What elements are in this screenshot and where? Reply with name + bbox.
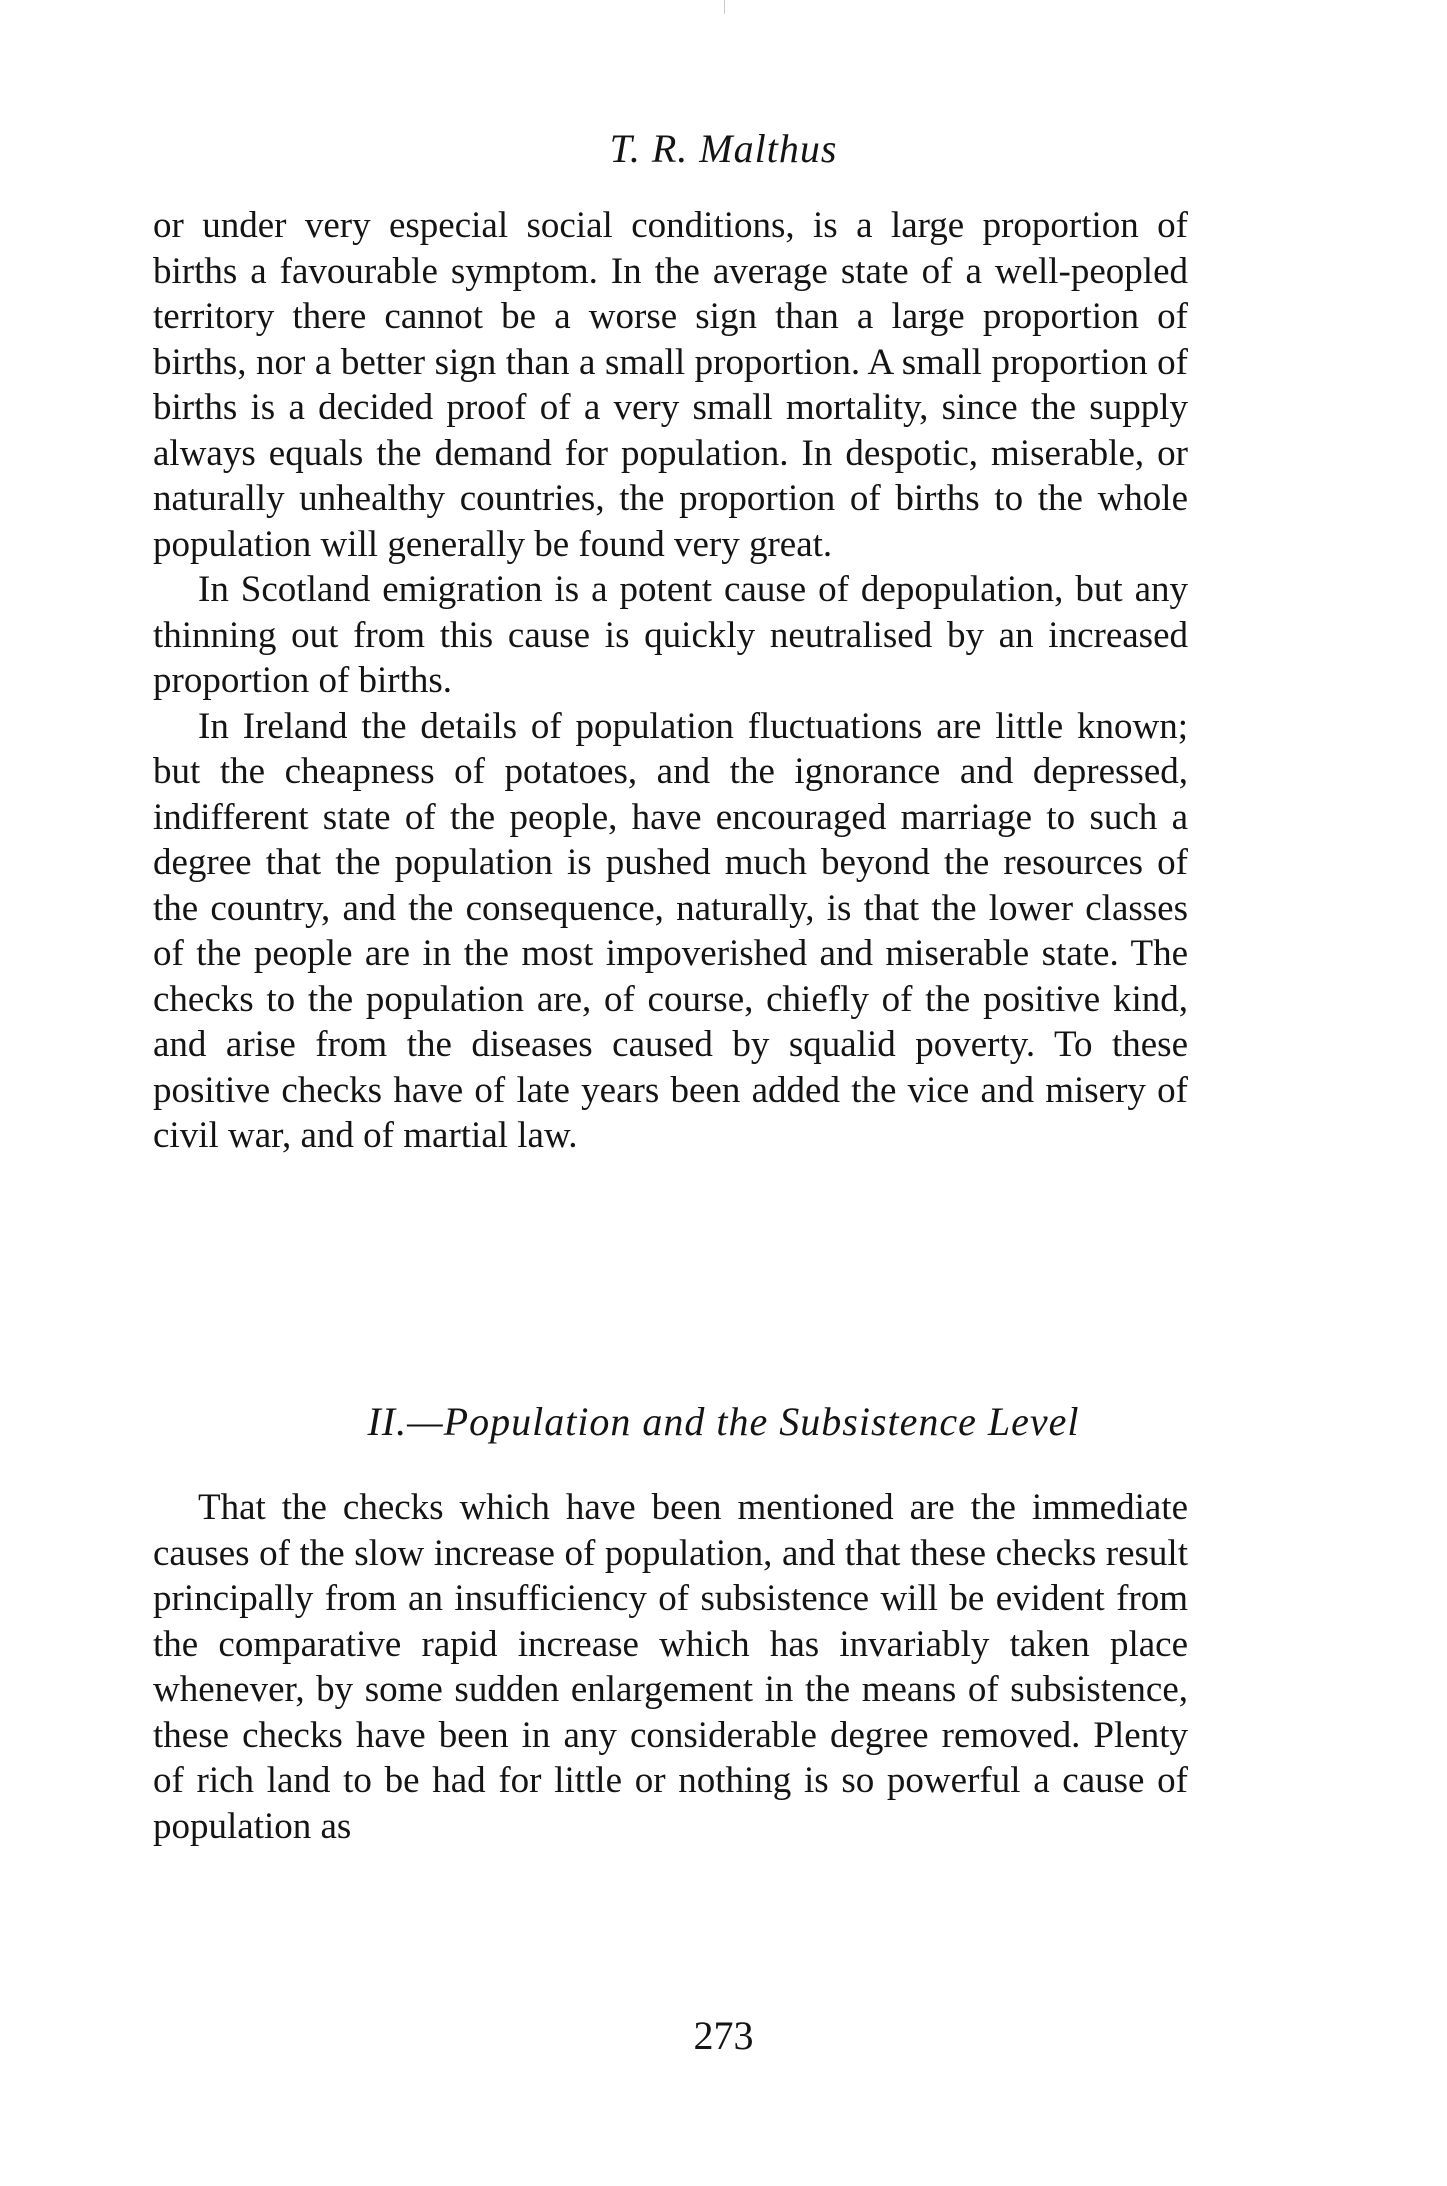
running-head: T. R. Malthus xyxy=(609,126,838,171)
page-number: 273 xyxy=(693,2013,754,2058)
paragraph-ireland: In Ireland the details of population fluctuations are little known; but the cheapness of potatoes, and the ignorance and depressed, indifferent state of the people, have encouraged marriage to such a degree that the population is pushed much beyond the resources of the country, and the consequence, naturally, is that the lower classes of the people are in the most impoverished and miserable state. The checks to the population are, of course, chiefly of the positive kind, and arise from the diseases caused by squalid poverty. To these positive checks have of late years been added the vice and misery of civil war, and of martial law. xyxy=(153,705,1188,1156)
paragraph-subsistence: That the checks which have been mentioned are the immediate causes of the slow increase of population, and that these checks result principally from an insufficiency of subsistence will be evident from the comparative rapid increase which has invariably taken place whenever, by some sudden enlargement in the means of subsistence, these checks have been in any considerable degree removed. Plenty of rich land to be had for little or nothing is so powerful a cause of population as xyxy=(153,1487,1188,1847)
section-heading: II.—Population and the Subsistence Level xyxy=(367,1399,1080,1444)
paragraph-continued: or under very especial social conditions, is a large proportion of births a favourable symptom. In the average state of a well-peopled territory there cannot be a worse sign than a large proportion of births, nor a better sign than a small proportion. A small proportion of births is a decided proof of a very small mortality, since the supply always equals the demand for population. In despotic, miserable, or naturally unhealthy countries, the proportion of births to the whole population will generally be found very great. xyxy=(153,205,1188,565)
text-block-bottom xyxy=(153,1485,1188,1849)
text-block-top xyxy=(153,203,1188,1159)
paragraph-scotland: In Scotland emigration is a potent cause of depopulation, but any thinning out from this cause is quickly neutralised by an increased proportion of births. xyxy=(153,569,1188,701)
scan-mark xyxy=(724,0,725,14)
